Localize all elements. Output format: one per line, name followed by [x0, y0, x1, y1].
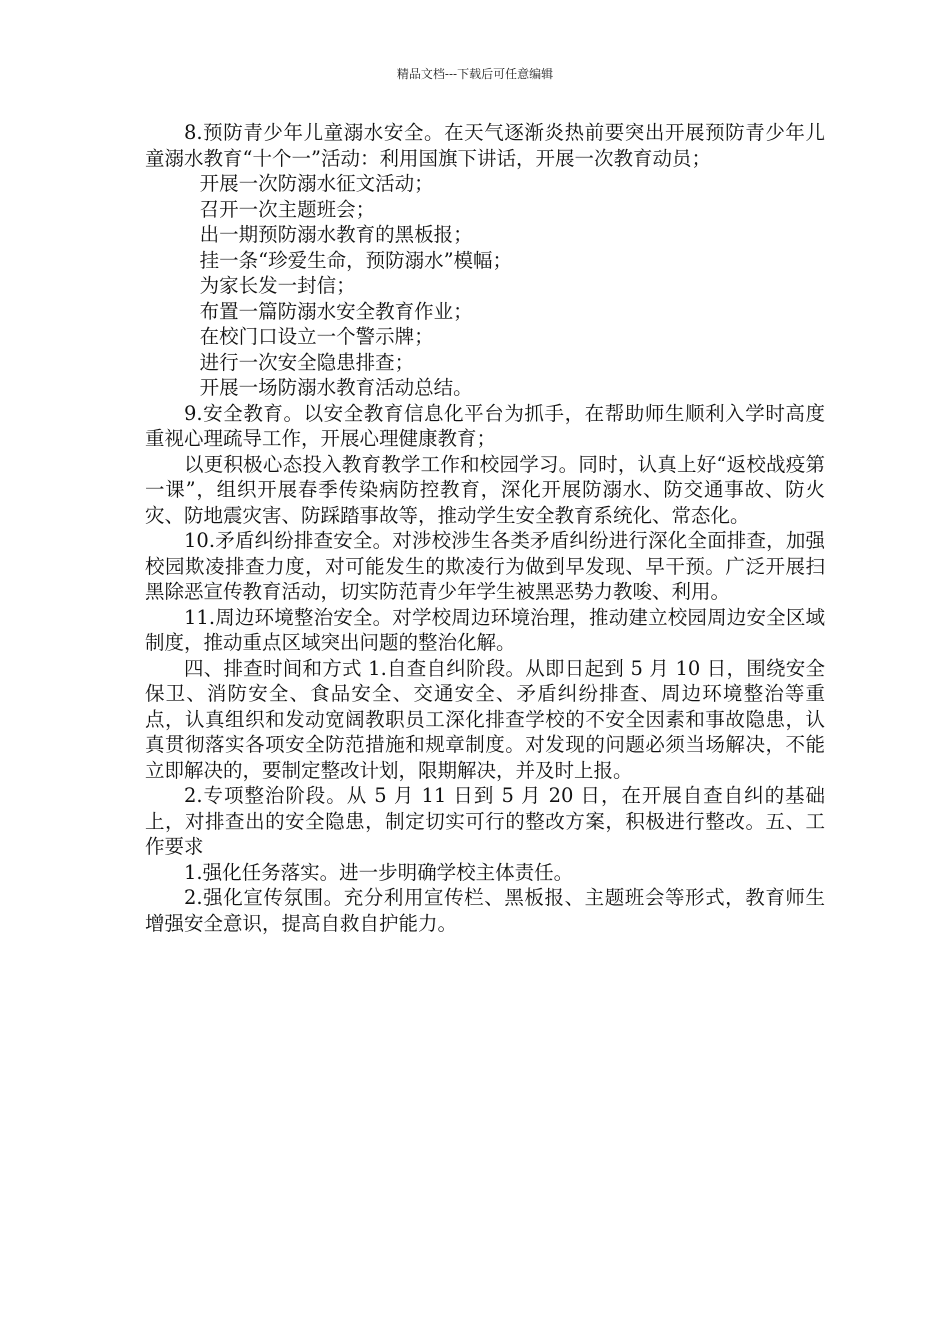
- paragraph: 11.周边环境整治安全。对学校周边环境治理，推动建立校园周边安全区域制度，推动重点区域突出问题的整治化解。: [145, 605, 825, 654]
- list-item: 开展一场防溺水教育活动总结。: [199, 376, 473, 399]
- paragraph: 9.安全教育。以安全教育信息化平台为抓手，在帮助师生顺利入学时高度重视心理疏导工作，开展心理健康教育；: [145, 401, 825, 450]
- paragraph: 1.强化任务落实。进一步明确学校主体责任。: [184, 860, 574, 884]
- list-item: 布置一篇防溺水安全教育作业；: [199, 299, 473, 323]
- document-body: [145, 120, 825, 936]
- list-item: 为家长发一封信；: [199, 274, 356, 297]
- list-item: 在校门口设立一个警示牌；: [199, 325, 434, 348]
- paragraph: 四、排查时间和方式 1.自查自纠阶段。从即日起到 5 月 10 日，围绕安全保卫、消防安全、食品安全、交通安全、矛盾纠纷排查、周边环境整治等重点，认真组织和发动宽阔教职员工深化排查学校的不安全因素和事故隐患，认真贯彻落实各项安全防范措施和规章制度。对发现的问题必须当场解决，不能立即解决的，要制定整改计划，限期解决，并及时上报。: [145, 656, 825, 782]
- list-item: 召开一次主题班会；: [199, 197, 376, 221]
- paragraph: 2.专项整治阶段。从 5 月 11 日到 5 月 20 日，在开展自查自纠的基础上，对排查出的安全隐患，制定切实可行的整改方案，积极进行整改。五、工作要求: [145, 784, 825, 858]
- paragraph: 2.强化宣传氛围。充分利用宣传栏、黑板报、主题班会等形式，教育师生增强安全意识，提高自救自护能力。: [145, 886, 825, 935]
- paragraph: 8.预防青少年儿童溺水安全。在天气逐渐炎热前要突出开展预防青少年儿童溺水教育“十个一”活动：利用国旗下讲话，开展一次教育动员；: [145, 121, 825, 170]
- page-header: 精品文档---下载后可任意编辑: [396, 67, 554, 81]
- paragraph: 以更积极心态投入教育教学工作和校园学习。同时，认真上好“返校战疫第一课”，组织开展春季传染病防控教育，深化开展防溺水、防交通事故、防火灾、防地震灾害、防踩踏事故等，推动学生安全教育系统化、常态化。: [145, 452, 825, 527]
- list-item: 挂一条“珍爱生命，预防溺水”模幅；: [199, 248, 513, 272]
- list-item: 出一期预防溺水教育的黑板报；: [199, 223, 473, 246]
- list-item: 进行一次安全隐患排查；: [199, 350, 415, 374]
- list-item: 开展一次防溺水征文活动；: [199, 172, 434, 195]
- paragraph: 10.矛盾纠纷排查安全。对涉校涉生各类矛盾纠纷进行深化全面排查，加强校园欺凌排查力度，对可能发生的欺凌行为做到早发现、早干预。广泛开展扫黑除恶宣传教育活动，切实防范青少年学生被黑恶势力教唆、利用。: [145, 529, 825, 603]
